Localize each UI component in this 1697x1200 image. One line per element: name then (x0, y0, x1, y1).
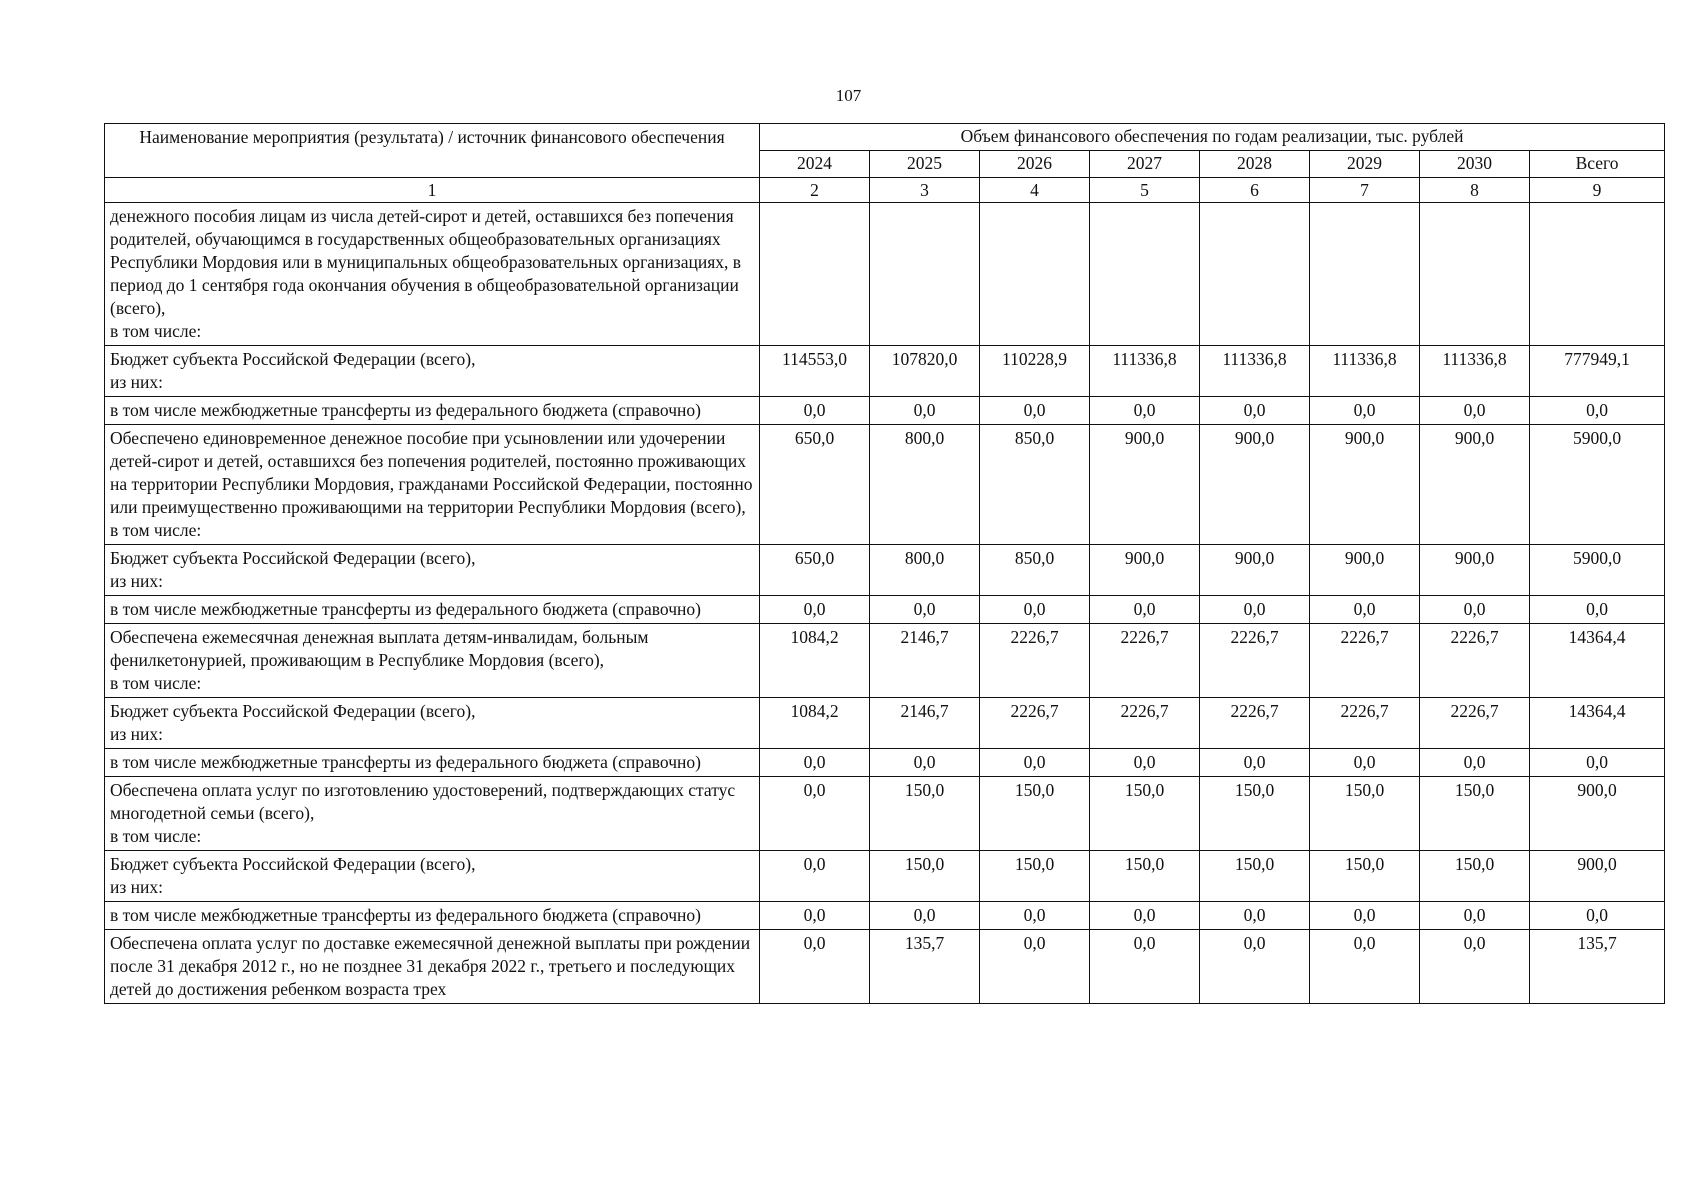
row-value: 0,0 (980, 397, 1090, 425)
row-name: Бюджет субъекта Российской Федерации (всего), из них: (105, 545, 760, 596)
row-value: 0,0 (980, 902, 1090, 930)
row-value: 650,0 (760, 425, 870, 545)
row-value: 111336,8 (1200, 346, 1310, 397)
row-name: в том числе межбюджетные трансферты из федерального бюджета (справочно) (105, 902, 760, 930)
row-value: 0,0 (980, 930, 1090, 1004)
row-value: 900,0 (1310, 425, 1420, 545)
column-number: 2 (760, 178, 870, 203)
row-value: 0,0 (870, 397, 980, 425)
row-value: 150,0 (1310, 777, 1420, 851)
row-value: 150,0 (1090, 851, 1200, 902)
row-value: 2226,7 (1200, 624, 1310, 698)
header-year: 2026 (980, 151, 1090, 178)
row-name: Обеспечена оплата услуг по доставке ежемесячной денежной выплаты при рождении после 31 декабря 2012 г., но не позднее 31 декабря 2022 г., третьего и последующих детей до достижения ребенком возраста трех (105, 930, 760, 1004)
header-total: Всего (1530, 151, 1665, 178)
row-value: 850,0 (980, 545, 1090, 596)
table-row (105, 624, 1665, 698)
row-value: 0,0 (760, 930, 870, 1004)
row-value: 900,0 (1090, 425, 1200, 545)
row-value: 650,0 (760, 545, 870, 596)
row-value: 0,0 (760, 596, 870, 624)
row-value: 1084,2 (760, 698, 870, 749)
table-row (105, 851, 1665, 902)
row-total (1530, 203, 1665, 346)
row-value: 150,0 (1200, 851, 1310, 902)
row-name: Бюджет субъекта Российской Федерации (всего), из них: (105, 851, 760, 902)
column-number: 3 (870, 178, 980, 203)
row-value: 0,0 (980, 749, 1090, 777)
table-body (105, 203, 1665, 1004)
row-total: 0,0 (1530, 596, 1665, 624)
row-value: 0,0 (870, 902, 980, 930)
row-value: 0,0 (760, 851, 870, 902)
header-year: 2030 (1420, 151, 1530, 178)
row-value: 150,0 (1420, 777, 1530, 851)
row-value: 2146,7 (870, 624, 980, 698)
row-value: 0,0 (1420, 930, 1530, 1004)
row-name: Бюджет субъекта Российской Федерации (всего), из них: (105, 698, 760, 749)
row-total: 5900,0 (1530, 425, 1665, 545)
row-value: 111336,8 (1090, 346, 1200, 397)
row-value: 0,0 (760, 397, 870, 425)
row-value: 150,0 (1310, 851, 1420, 902)
row-name: Бюджет субъекта Российской Федерации (всего), из них: (105, 346, 760, 397)
row-name: Обеспечено единовременное денежное пособие при усыновлении или удочерении детей-сирот и детей, оставшихся без попечения родителей, постоянно проживающих на территории Республики Мордовия, гражданами Российской Федерации, постоянно или преимущественно проживающими на территории Республики Мордовия (всего), в том числе: (105, 425, 760, 545)
header-year: 2029 (1310, 151, 1420, 178)
header-funding-group: Объем финансового обеспечения по годам реализации, тыс. рублей (760, 124, 1665, 151)
row-value: 0,0 (1310, 930, 1420, 1004)
row-value: 0,0 (1310, 596, 1420, 624)
row-value: 111336,8 (1420, 346, 1530, 397)
row-total: 14364,4 (1530, 624, 1665, 698)
row-value: 150,0 (870, 777, 980, 851)
row-value: 2226,7 (1090, 624, 1200, 698)
row-value: 0,0 (1310, 749, 1420, 777)
row-value: 150,0 (1090, 777, 1200, 851)
row-value: 0,0 (760, 902, 870, 930)
table-row (105, 777, 1665, 851)
header-year: 2028 (1200, 151, 1310, 178)
row-value: 150,0 (1200, 777, 1310, 851)
row-total: 135,7 (1530, 930, 1665, 1004)
row-value: 2226,7 (980, 698, 1090, 749)
row-value: 0,0 (870, 596, 980, 624)
column-number: 7 (1310, 178, 1420, 203)
row-value: 0,0 (1090, 902, 1200, 930)
row-value: 2146,7 (870, 698, 980, 749)
row-value: 0,0 (760, 749, 870, 777)
row-value: 900,0 (1090, 545, 1200, 596)
row-value: 900,0 (1420, 425, 1530, 545)
financing-table (104, 123, 1665, 1004)
table-row (105, 203, 1665, 346)
row-value (980, 203, 1090, 346)
row-value: 2226,7 (1310, 698, 1420, 749)
row-name: в том числе межбюджетные трансферты из федерального бюджета (справочно) (105, 397, 760, 425)
row-value: 0,0 (1090, 596, 1200, 624)
row-value (1090, 203, 1200, 346)
row-value: 0,0 (1200, 749, 1310, 777)
row-value: 0,0 (1420, 397, 1530, 425)
row-value: 150,0 (870, 851, 980, 902)
row-value: 1084,2 (760, 624, 870, 698)
row-value: 900,0 (1420, 545, 1530, 596)
row-value: 0,0 (1420, 749, 1530, 777)
row-total: 0,0 (1530, 749, 1665, 777)
row-value: 0,0 (980, 596, 1090, 624)
row-value: 900,0 (1310, 545, 1420, 596)
row-value: 2226,7 (1420, 698, 1530, 749)
table-row (105, 749, 1665, 777)
row-total: 0,0 (1530, 397, 1665, 425)
table-row (105, 902, 1665, 930)
row-value: 0,0 (1200, 930, 1310, 1004)
row-value: 0,0 (1200, 397, 1310, 425)
table-row (105, 596, 1665, 624)
row-value: 0,0 (1310, 902, 1420, 930)
row-value: 0,0 (1200, 902, 1310, 930)
column-number: 9 (1530, 178, 1665, 203)
column-number: 6 (1200, 178, 1310, 203)
row-value: 2226,7 (1420, 624, 1530, 698)
row-value: 0,0 (760, 777, 870, 851)
row-value: 0,0 (1090, 397, 1200, 425)
row-name: в том числе межбюджетные трансферты из федерального бюджета (справочно) (105, 596, 760, 624)
row-name: денежного пособия лицам из числа детей-сирот и детей, оставшихся без попечения родителей, обучающимся в государственных общеобразовательных организациях Республики Мордовия или в муниципальных общеобразовательных организациях, в период до 1 сентября года окончания обучения в общеобразовательной организации (всего), в том числе: (105, 203, 760, 346)
row-value: 0,0 (870, 749, 980, 777)
row-value (1310, 203, 1420, 346)
row-total: 5900,0 (1530, 545, 1665, 596)
row-value: 850,0 (980, 425, 1090, 545)
column-number: 4 (980, 178, 1090, 203)
row-value: 0,0 (1090, 749, 1200, 777)
row-value: 2226,7 (980, 624, 1090, 698)
row-value: 0,0 (1090, 930, 1200, 1004)
row-value: 150,0 (1420, 851, 1530, 902)
row-value: 114553,0 (760, 346, 870, 397)
table-row (105, 930, 1665, 1004)
header-year: 2027 (1090, 151, 1200, 178)
row-name: Обеспечена ежемесячная денежная выплата детям-инвалидам, больным фенилкетонурией, проживающим в Республике Мордовия (всего), в том числе: (105, 624, 760, 698)
row-value (870, 203, 980, 346)
row-name: в том числе межбюджетные трансферты из федерального бюджета (справочно) (105, 749, 760, 777)
row-total: 900,0 (1530, 851, 1665, 902)
column-number: 5 (1090, 178, 1200, 203)
row-value: 800,0 (870, 545, 980, 596)
row-total: 900,0 (1530, 777, 1665, 851)
row-value: 800,0 (870, 425, 980, 545)
page-number: 107 (835, 86, 862, 105)
row-value: 150,0 (980, 851, 1090, 902)
row-value: 0,0 (1310, 397, 1420, 425)
table-row (105, 346, 1665, 397)
row-value: 107820,0 (870, 346, 980, 397)
header-year: 2025 (870, 151, 980, 178)
row-name: Обеспечена оплата услуг по изготовлению удостоверений, подтверждающих статус многодетной семьи (всего), в том числе: (105, 777, 760, 851)
column-number: 8 (1420, 178, 1530, 203)
row-value: 900,0 (1200, 545, 1310, 596)
row-value: 135,7 (870, 930, 980, 1004)
row-value (760, 203, 870, 346)
table-row (105, 698, 1665, 749)
row-total: 0,0 (1530, 902, 1665, 930)
row-value: 111336,8 (1310, 346, 1420, 397)
table-row (105, 397, 1665, 425)
row-value (1200, 203, 1310, 346)
row-value: 0,0 (1200, 596, 1310, 624)
header-year: 2024 (760, 151, 870, 178)
table-row (105, 425, 1665, 545)
row-value: 110228,9 (980, 346, 1090, 397)
column-number: 1 (105, 178, 760, 203)
row-value: 900,0 (1200, 425, 1310, 545)
row-value: 0,0 (1420, 902, 1530, 930)
header-name-column: Наименование мероприятия (результата) / источник финансового обеспечения (105, 124, 760, 178)
row-total: 777949,1 (1530, 346, 1665, 397)
row-value: 2226,7 (1310, 624, 1420, 698)
row-value (1420, 203, 1530, 346)
row-total: 14364,4 (1530, 698, 1665, 749)
row-value: 150,0 (980, 777, 1090, 851)
row-value: 2226,7 (1090, 698, 1200, 749)
row-value: 2226,7 (1200, 698, 1310, 749)
row-value: 0,0 (1420, 596, 1530, 624)
table-row (105, 545, 1665, 596)
